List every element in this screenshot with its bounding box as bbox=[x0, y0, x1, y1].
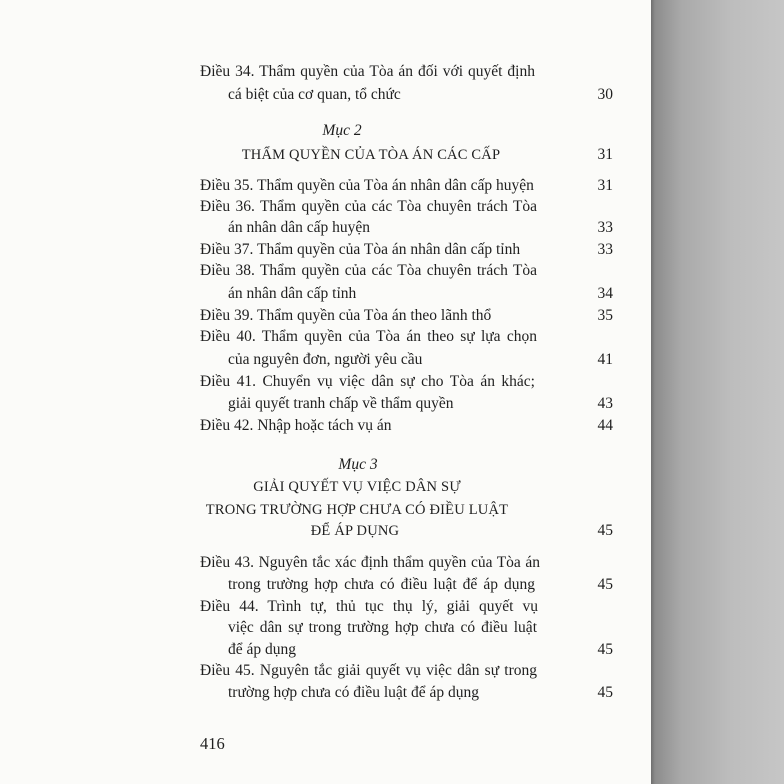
toc-entry-45-line-1: Điều 45. Nguyên tắc giải quyết vụ việc dân sự trong bbox=[200, 662, 537, 679]
toc-entry-44-line-2: việc dân sự trong trường hợp chưa có điều luật bbox=[228, 619, 537, 636]
toc-entry-35-line-1: Điều 35. Thẩm quyền của Tòa án nhân dân cấp huyện bbox=[200, 177, 534, 194]
toc-entry-42-page: 44 bbox=[597, 417, 613, 434]
section-3-title-line-1: GIẢI QUYẾT VỤ VIỆC DÂN SỰ bbox=[253, 479, 461, 495]
toc-entry-44-page: 45 bbox=[597, 641, 613, 658]
toc-entry-45-page: 45 bbox=[597, 684, 613, 701]
toc-entry-38-page: 34 bbox=[597, 285, 613, 302]
toc-entry-41-line-1: Điều 41. Chuyển vụ việc dân sự cho Tòa án khác; bbox=[200, 373, 535, 390]
toc-entry-43-page: 45 bbox=[597, 576, 613, 593]
toc-entry-34-line-1: Điều 34. Thẩm quyền của Tòa án đối với quyết định bbox=[200, 63, 535, 80]
section-2-title: THẨM QUYỀN CỦA TÒA ÁN CÁC CẤP bbox=[241, 147, 501, 163]
section-3-label: Mục 3 bbox=[338, 456, 378, 473]
section-3-title-line-3: ĐỂ ÁP DỤNG bbox=[310, 523, 400, 539]
toc-entry-41-line-2: giải quyết tranh chấp về thẩm quyền bbox=[228, 395, 454, 412]
toc-entry-37-line-1: Điều 37. Thẩm quyền của Tòa án nhân dân cấp tỉnh bbox=[200, 241, 521, 258]
toc-entry-36-line-2: án nhân dân cấp huyện bbox=[228, 219, 371, 236]
toc-entry-44-line-3: để áp dụng bbox=[228, 641, 297, 658]
toc-entry-40-page: 41 bbox=[597, 351, 613, 368]
toc-entry-36-page: 33 bbox=[597, 219, 613, 236]
section-2-label: Mục 2 bbox=[322, 122, 362, 139]
toc-entry-36-line-1: Điều 36. Thẩm quyền của các Tòa chuyên trách Tòa bbox=[200, 198, 537, 215]
toc-entry-43-line-1: Điều 43. Nguyên tắc xác định thẩm quyền của Tòa án bbox=[200, 554, 540, 571]
toc-entry-34-page: 30 bbox=[597, 86, 613, 103]
section-3-title-line-2: TRONG TRƯỜNG HỢP CHƯA CÓ ĐIỀU LUẬT bbox=[205, 502, 509, 518]
page-edge-shadow bbox=[651, 0, 784, 784]
toc-entry-44-line-1: Điều 44. Trình tự, thủ tục thụ lý, giải quyết vụ bbox=[200, 598, 538, 615]
toc-entry-34-line-2: cá biệt của cơ quan, tổ chức bbox=[228, 86, 401, 103]
toc-entry-43-line-2: trong trường hợp chưa có điều luật để áp dụng bbox=[228, 576, 535, 593]
toc-entry-38-line-2: án nhân dân cấp tỉnh bbox=[228, 285, 357, 302]
toc-entry-40-line-2: của nguyên đơn, người yêu cầu bbox=[228, 351, 423, 368]
toc-entry-41-page: 43 bbox=[597, 395, 613, 412]
toc-entry-35-page: 31 bbox=[597, 177, 613, 194]
section-2-page: 31 bbox=[597, 146, 613, 163]
toc-entry-42-line-1: Điều 42. Nhập hoặc tách vụ án bbox=[200, 417, 392, 434]
toc-entry-37-page: 33 bbox=[597, 241, 613, 258]
toc-entry-45-line-2: trường hợp chưa có điều luật để áp dụng bbox=[228, 684, 479, 701]
page-number: 416 bbox=[200, 734, 225, 753]
toc-entry-39-line-1: Điều 39. Thẩm quyền của Tòa án theo lãnh thổ bbox=[200, 307, 492, 324]
section-3-page: 45 bbox=[597, 522, 613, 539]
toc-entry-40-line-1: Điều 40. Thẩm quyền của Tòa án theo sự lựa chọn bbox=[200, 328, 537, 345]
toc-entry-39-page: 35 bbox=[597, 307, 613, 324]
toc-entry-38-line-1: Điều 38. Thẩm quyền của các Tòa chuyên trách Tòa bbox=[200, 262, 537, 279]
